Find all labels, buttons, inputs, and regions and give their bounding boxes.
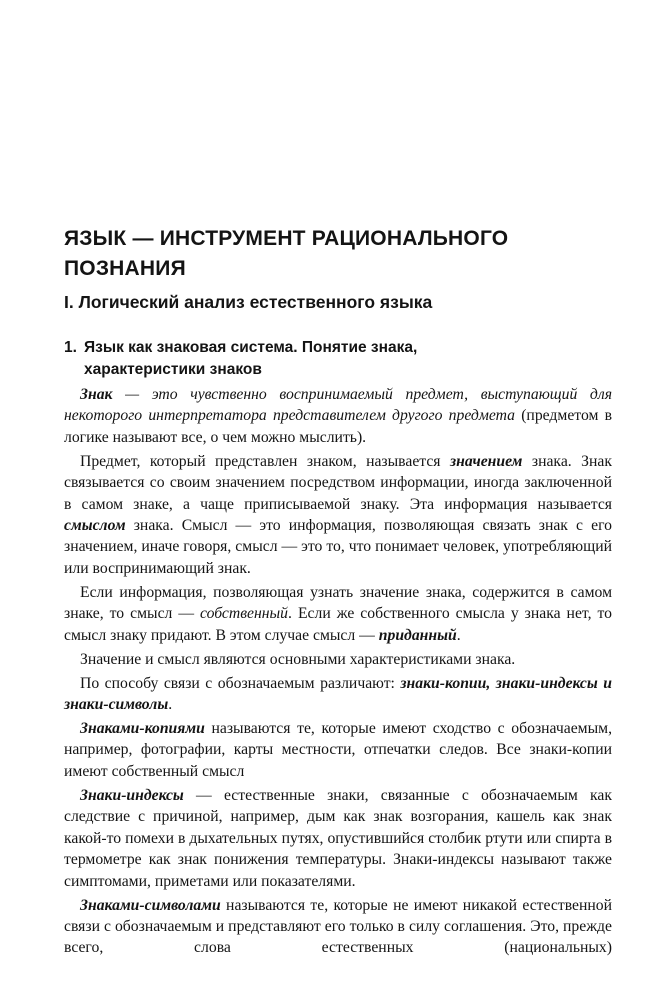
text-fragment: . bbox=[168, 696, 173, 714]
term-sense: смыслом bbox=[64, 517, 126, 535]
text-fragment: По способу связи с обозначаемым различают: bbox=[80, 674, 401, 692]
paragraph-index-signs bbox=[64, 785, 612, 892]
term-copy-signs: Знаками-копиями bbox=[80, 720, 205, 738]
paragraph-own-and-given-sense bbox=[64, 582, 612, 646]
term-meaning: значением bbox=[450, 452, 523, 470]
term-own: собственный bbox=[200, 605, 289, 623]
paragraph-main-characteristics bbox=[64, 649, 612, 670]
subsection-title-line-1: Язык как знаковая система. Понятие знака, bbox=[84, 339, 418, 356]
chapter-title: ЯЗЫК — ИНСТРУМЕНТ РАЦИОНАЛЬНОГО ПОЗНАНИЯ bbox=[64, 227, 509, 280]
term-sign: Знак bbox=[80, 386, 113, 403]
text-fragment: . bbox=[456, 626, 461, 644]
term-index-signs: Знаки-индексы bbox=[80, 786, 184, 804]
paragraph-meaning-and-sense bbox=[64, 451, 612, 579]
paragraph-copy-signs bbox=[64, 718, 612, 782]
text-fragment: знака. Знак связывается со своим значением посредством информации, иногда заключенной в самом знаке, а чаще приписываемой знаку. Эта информация называется bbox=[64, 452, 613, 513]
term-symbol-signs: Знаками-символами bbox=[80, 896, 221, 914]
text-fragment: Значение и смысл являются основными характеристиками знака. bbox=[80, 650, 516, 668]
term-sign-types: знаки-копии, знаки-индексы и знаки-символы bbox=[64, 674, 612, 714]
paragraph-symbol-signs bbox=[64, 895, 612, 959]
sign-definition-note: (предметом в логике называют все, о чем можно мыслить). bbox=[64, 407, 613, 446]
subsection-title-line-2: характеристики знаков bbox=[84, 361, 262, 378]
subsection-title bbox=[64, 337, 584, 381]
term-given: приданный bbox=[378, 626, 457, 644]
text-fragment: называются те, которые не имеют никакой естественной связи с обозначаемым и представляют его только в силу соглашения. Это, прежде всего, слова естественных (национальных) bbox=[64, 896, 612, 957]
text-fragment: — естественные знаки, связанные с обозначаемым как следствие с причиной, например, дым как знак возгорания, кашель как знак какой-то помехи в дыхательных путях, опустившийся столбик ртути или спирта в термометре как знак понижения температуры. Знаки-индексы называют также симптомами, приметами или показателями. bbox=[64, 786, 612, 890]
body-text bbox=[64, 384, 612, 961]
subsection-number: 1. bbox=[64, 339, 77, 356]
text-fragment: . Если же собственного смысла у знака нет, то смысл знаку придают. В этом случае смысл — bbox=[64, 605, 612, 644]
paragraph-sign-types bbox=[64, 673, 612, 716]
paragraph-sign-definition bbox=[64, 384, 612, 448]
section-title: I. Логический анализ естественного языка bbox=[64, 292, 433, 312]
text-fragment: знака. Смысл — это информация, позволяющая связать знак с его значением, иначе говоря, смысл — это то, что понимает человек, употребляющий или воспринимающий знак. bbox=[64, 517, 612, 577]
text-fragment: Если информация, позволяющая узнать значение знака, содержится в самом знаке, то смысл — bbox=[64, 583, 612, 623]
sign-definition-text: — это чувственно воспринимаемый предмет, выступающий для некоторого интерпретатора представителем другого предмета bbox=[64, 386, 612, 425]
text-fragment: называются те, которые имеют сходство с обозначаемым, например, фотографии, карты местности, отпечатки следов. Все знаки-копии имеют собственный смысл bbox=[64, 720, 612, 780]
text-fragment: Предмет, который представлен знаком, называется bbox=[80, 452, 450, 470]
